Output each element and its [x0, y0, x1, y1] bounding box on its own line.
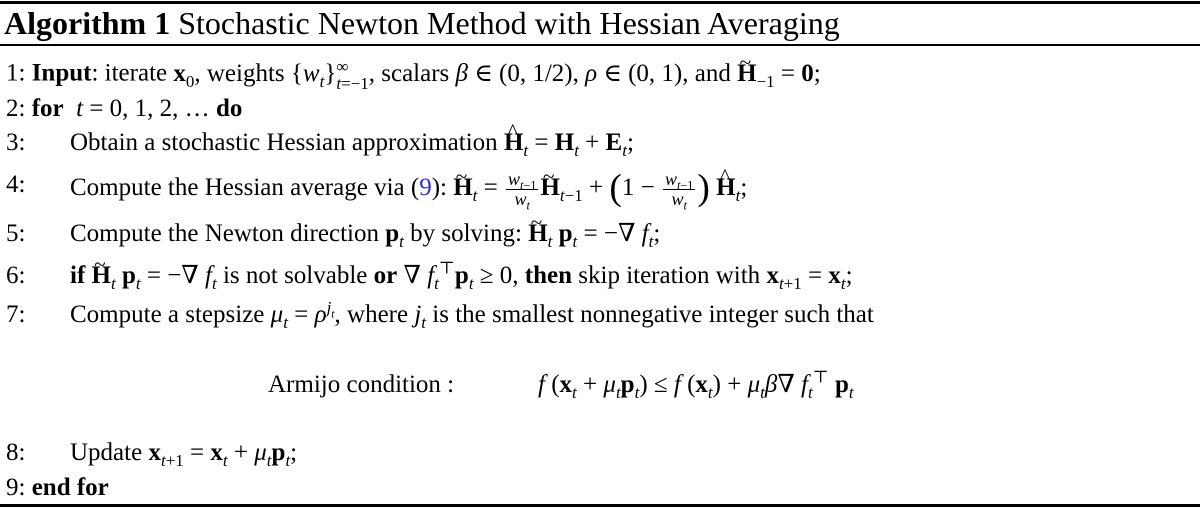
line-number: 6: — [6, 262, 26, 289]
line-text: Compute the Hessian average via ( — [70, 174, 420, 202]
math-expression-3: $x_{t+1} = x_t$; — [766, 262, 853, 293]
if-keyword: if — [70, 262, 86, 289]
armijo-condition — [268, 367, 854, 402]
algorithm-line-9 — [6, 473, 109, 503]
line-number: 1: — [6, 59, 26, 87]
line-text: Obtain a stochastic Hessian approximation — [70, 129, 498, 156]
math-expression: ~ $H_t$ $p_t$ = −∇ $f_t$ — [92, 262, 217, 289]
math-expression: t = 0, 1, 2, … — [76, 95, 216, 122]
math-expression: $p_t$ — [385, 220, 404, 251]
math-expression: ~ $H_t$ = $\frac{w_{t-1}}{w_t}$ ~ $H_{t-1} + (1$ − $\frac{w_{t-1}}{w_t}$ ) ^ $H_t$; — [453, 174, 747, 201]
bottom-rule — [0, 504, 1200, 507]
line-number: 5: — [6, 220, 26, 247]
do-keyword: do — [215, 95, 243, 122]
algorithm-name: Stochastic Newton Method with Hessian Averaging — [178, 5, 840, 41]
line-text: : iterate — [91, 59, 168, 87]
armijo-inequality: f $(x_t + \mu_tp_t) \le f$ $(x_t) + \mu_t\beta\nabla$ $f_t^⊤$ $p_t$ — [538, 367, 854, 402]
line-text-2: , where — [334, 301, 409, 328]
or-keyword: or — [373, 262, 398, 289]
algorithm-title — [4, 4, 840, 42]
math-expression: $\mu_t = \rho^{j_t}$ — [270, 297, 335, 332]
equation-reference-link[interactable]: 9 — [419, 174, 432, 202]
then-keyword: then — [524, 262, 573, 289]
line-text-after: ): — [431, 174, 447, 202]
armijo-label: Armijo condition : — [268, 371, 455, 398]
line-number: 9: — [6, 474, 26, 501]
line-text: Compute the Newton direction — [70, 220, 379, 247]
math-expression: $x_{t+1} = x_t + \mu_tp_t$; — [148, 439, 298, 470]
math-expression-2: $j_t$ — [414, 301, 427, 332]
line-number: 7: — [6, 301, 26, 328]
line-text: Compute a stepsize — [70, 301, 265, 328]
math-expression: ^ $H_t = H_t + E_t$; — [504, 129, 634, 156]
math-expression: $x_0$, weights $\{w_t\}$ ∞ t=−1 , scalars β ∈ (0, 1/2), ρ ∈ (0, 1), and ~ $H_{-1} = 0$; — [173, 60, 820, 87]
algorithm-line-2 — [6, 94, 242, 124]
line-text-2: by solving: — [410, 220, 522, 247]
math-expression-2: ∇ $f_t^⊤p_t \ge 0$, — [403, 258, 519, 293]
line-number: 8: — [6, 439, 26, 466]
line-text-2: skip iteration with — [578, 262, 761, 289]
line-text: is not solvable — [222, 262, 368, 289]
input-keyword: Input — [31, 59, 92, 87]
for-keyword: for — [31, 95, 64, 122]
line-text-3: is the smallest nonnegative integer such that — [432, 301, 874, 328]
algorithm-label: Algorithm 1 — [4, 5, 171, 41]
title-rule — [0, 44, 1200, 46]
math-expression-2: ~ $H_t$ $p_t$ = −∇ $f_t$; — [528, 220, 660, 247]
line-text: Update — [70, 439, 143, 466]
line-number: 3: — [6, 129, 26, 156]
line-number: 2: — [6, 95, 26, 122]
line-number: 4: — [6, 171, 26, 198]
end-for-keyword: end for — [31, 474, 109, 501]
algorithm-line-1 — [6, 58, 821, 92]
